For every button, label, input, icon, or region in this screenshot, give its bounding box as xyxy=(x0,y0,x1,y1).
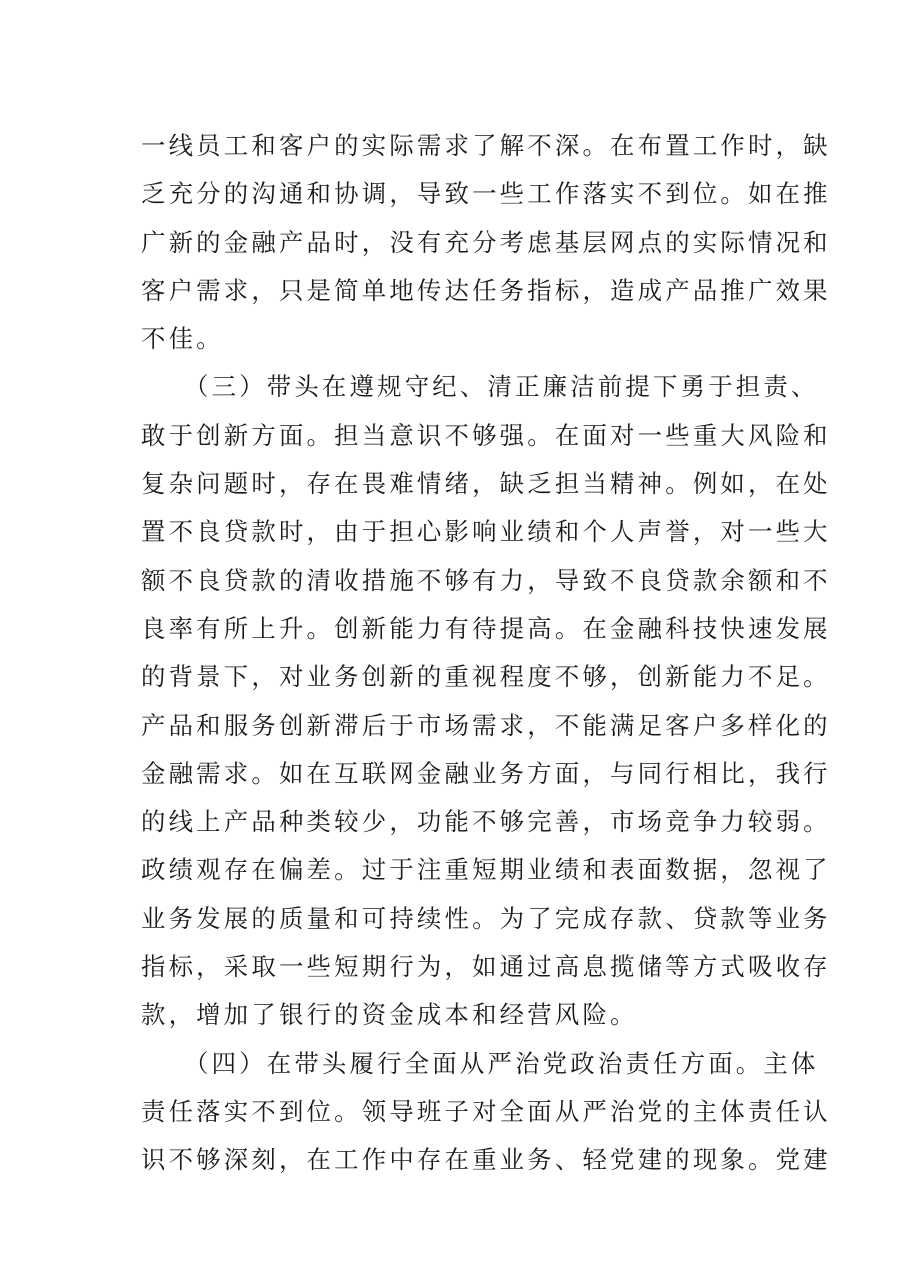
text-line: 敢于创新方面。担当意识不够强。在面对一些重大风险和 xyxy=(141,420,831,450)
text-line: 的背景下，对业务创新的重视程度不够，创新能力不足。 xyxy=(141,662,831,692)
text-line: 复杂问题时，存在畏难情绪，缺乏担当精神。例如，在处 xyxy=(141,469,831,499)
text-line: 业务发展的质量和可持续性。为了完成存款、贷款等业务 xyxy=(141,903,831,933)
text-line: 的线上产品种类较少，功能不够完善，市场竞争力较弱。 xyxy=(141,807,831,837)
text-line: 乏充分的沟通和协调，导致一些工作落实不到位。如在推 xyxy=(141,179,831,209)
text-line: 一线员工和客户的实际需求了解不深。在布置工作时，缺 xyxy=(141,131,831,160)
text-line: 置不良贷款时，由于担心影响业绩和个人声誉，对一些大 xyxy=(141,517,831,547)
text-line: 良率有所上升。创新能力有待提高。在金融科技快速发展 xyxy=(141,613,831,643)
text-line: 广新的金融产品时，没有充分考虑基层网点的实际情况和 xyxy=(141,227,831,257)
text-line: 政绩观存在偏差。过于注重短期业绩和表面数据，忽视了 xyxy=(141,855,831,885)
text-line: 识不够深刻，在工作中存在重业务、轻党建的现象。党建 xyxy=(141,1145,831,1175)
text-line: 指标，采取一些短期行为，如通过高息揽储等方式吸收存 xyxy=(141,952,831,982)
text-line: 款，增加了银行的资金成本和经营风险。 xyxy=(141,1000,638,1030)
text-line: 不佳。 xyxy=(141,324,224,354)
text-line: 客户需求，只是简单地传达任务指标，造成产品推广效果 xyxy=(141,275,831,305)
text-line: 责任落实不到位。领导班子对全面从严治党的主体责任认 xyxy=(141,1096,831,1126)
text-line: 产品和服务创新滞后于市场需求，不能满足客户多样化的 xyxy=(141,710,831,740)
section-heading-line: （四）在带头履行全面从严治党政治责任方面。主体 xyxy=(141,1048,819,1078)
body-text xyxy=(141,122,831,1185)
section-heading-line: （三）带头在遵规守纪、清正廉洁前提下勇于担责、 xyxy=(141,372,819,402)
text-line: 额不良贷款的清收措施不够有力，导致不良贷款余额和不 xyxy=(141,565,831,595)
text-line: 金融需求。如在互联网金融业务方面，与同行相比，我行 xyxy=(141,758,831,788)
